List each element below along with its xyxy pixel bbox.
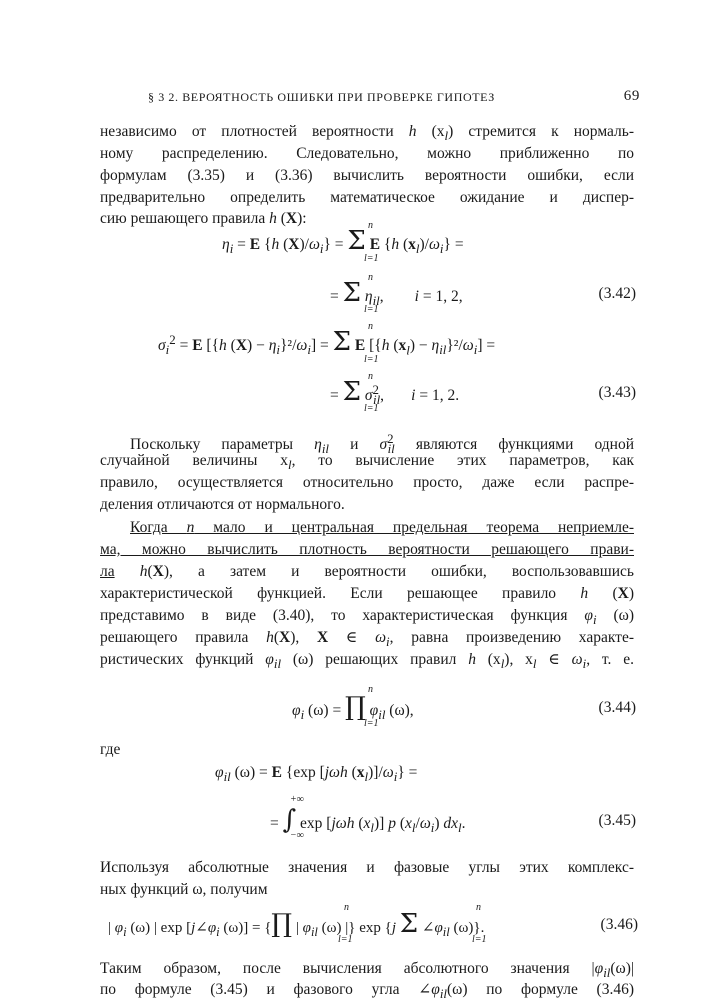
para2-line-1: Поскольку параметры $\eta_{il}$ и $\sigma^2_{il}$ являются функциями одной (130, 431, 635, 457)
running-title: § 3 2. ВЕРОЯТНОСТЬ ОШИБКИ ПРИ ПРОВЕРКЕ ГИПОТЕЗ (148, 90, 495, 104)
equation-number-3-43: (3.43) (598, 384, 636, 401)
para2-line-2: случайной величины $x_l$, то вычисление этих параметров, как (100, 452, 634, 473)
equation-3-44: $\varphi_i$ (ω) = ∏ $\varphi_{il}$ (ω), (292, 692, 414, 723)
equation-3-46: | $\varphi_i$ (ω) | $\exp [j\angle\varphi_i$ (ω)] = {∏ | $\varphi_{il}$ (ω) |} exp {j Σ $\angle\varphi_{il}$ (ω)}. (108, 909, 485, 939)
equation-number-3-44: (3.44) (598, 699, 636, 716)
para5-line-1: Таким образом, после вычисления абсолютного значения $|\varphi_{il}(\omega)|$ (100, 960, 634, 981)
para1-line-3: формулам (3.35) и (3.36) вычислить вероятности ошибки, если (100, 167, 634, 184)
para5-line-2: по формуле (3.45) и фазового угла $\angle\varphi_{il}(\omega)$ по формуле (3.46) (100, 981, 634, 1000)
para2-line-4: деления отличаются от нормального. (100, 496, 345, 513)
para1-line-5: сию решающего правила h (X): (100, 210, 307, 227)
equation-number-3-42: (3.42) (598, 285, 636, 302)
equation-3-43-line-2: = Σ $\sigma^2_{il}$, i = 1, 2. (330, 377, 460, 408)
where-word: где (100, 741, 121, 758)
para2-line-3: правило, осуществляется относительно просто, даже если распре- (100, 474, 634, 491)
para1-line-4: предварительно определить математическое ожидание и диспер- (100, 189, 634, 206)
para1-line-2: ному распределению. Следовательно, можно приближенно по (100, 145, 634, 162)
running-header (130, 88, 650, 108)
para3-line-4: характеристической функцией. Если решающее правило h (X) (100, 585, 635, 602)
equation-number-3-45: (3.45) (598, 812, 636, 829)
para3-line-2: ма, можно вычислить плотность вероятности решающего прави- (100, 541, 634, 558)
para4-line-1: Используя абсолютные значения и фазовые углы этих комплекс- (100, 859, 634, 876)
equation-3-42-line-2: = Σ $\eta_{il}$, i = 1, 2, (330, 278, 463, 309)
page-number: 69 (623, 88, 640, 104)
equation-3-42-line-1: $\eta_i = E$ {h $(X)/\omega_i\} = \Sigma$ E {h $(x_l)/\omega_i$} = (222, 226, 464, 257)
equation-3-45-line-1: $\varphi_{il}$ (ω) = E {exp [jωh $(x_l)]/\omega_i$} = (215, 764, 418, 785)
para3-line-6: решающего правила h(X), X ∈ $\omega_i$, равна произведению характе- (100, 629, 634, 650)
para4-line-2: ных функций ω, получим (100, 881, 268, 898)
para3-line-7: ристических функций $\varphi_{il}$ (ω) решающих правил h $(x_l)$, $x_l$ ∈ $\omega_i$, т. е. (100, 651, 634, 672)
para3-line-1: Когда n мало и центральная предельная теорема неприемле- (130, 519, 634, 536)
para3-line-3: ла h(X), а затем и вероятности ошибки, воспользовавшись (100, 563, 634, 580)
para3-line-5: представимо в виде (3.40), то характеристическая функция $\varphi_i$ (ω) (100, 607, 634, 628)
book-page: § 3 2. ВЕРОЯТНОСТЬ ОШИБКИ ПРИ ПРОВЕРКЕ ГИПОТЕЗ 69 независимо от плотностей вероятности h $(x_l)$ стремится к нормаль- ному распределению. Следовательно, можно приближенно по формулам (3.35) и (3.36) вычислить вероятности ошибки, если предварительно определить математическое ожидание и диспер- сию решающего правила h (X): $\eta_i = E$ {h $(X)/\omega_i\} = \Sigma$ E {h $(x_l)/\omega_i$} = n l=1 = Σ $\eta_{il}$, i = 1, 2, n l=1 (3.42) $\sigma_i^2 = E$ [{h $(X) - \eta_i\}^2/\omega_i] = \Sigma$ E [{h $(x_l) - \eta_{il}\}^2/\omega_i$] = n l=1 = Σ $\sigma^2_{il}$, i = 1, 2. n l=1 (3.43) Поскольку параметры $\eta_{il}$ и $\sigma^2_{il}$ являются функциями одной случайной величины $x_l$, то вычисление этих параметров, как правило, осуществляется относительно просто, даже если распре- деления отличаются от нормального. Когда n мало и центральная предельная теорема неприемле- ма, можно вычислить плотность вероятности решающего прави- ла h(X), а затем и вероятности ошибки, воспользовавшись характеристической функцией. Если решающее правило h (X) представимо в виде (3.40), то характеристическая функция $\varphi_i$ (ω) решающего правила h(X), X ∈ $\omega_i$, равна произведению характе- ристических функций $\varphi_{il}$ (ω) решающих правил h $(x_l)$, $x_l$ ∈ $\omega_i$, т. е. $\varphi_i$ (ω) = ∏ $\varphi_{il}$ (ω), n l=1 (3.44) где $\varphi_{il}$ (ω) = E {exp [jωh $(x_l)]/\omega_i$} = = ∫ exp [jωh $(x_l)$] p $(x_l/\omega_i)$ $dx_l$. +∞ −∞ (3.45) Используя абсолютные значения и фазовые углы этих комплекс- ных функций ω, получим | $\varphi_i$ (ω) | $\exp [j\angle\varphi_i$ (ω)] = {∏ | $\varphi_{il}$ (ω) |} exp {j Σ $\angle\varphi_{il}$ (ω)}. n l=1 n l=1 (3.46) Таким образом, после вычисления абсолютного значения $|\varphi_{il}(\omega)|$ по формуле (3.45) и фазового угла $\angle\varphi_{il}(\omega)$ по формуле (3.46) (0, 0, 702, 1000)
equation-3-45-line-2: = ∫ exp [jωh $(x_l)$] p $(x_l/\omega_i)$ $dx_l$. (270, 805, 466, 836)
para1-line-1: независимо от плотностей вероятности h $(x_l)$ стремится к нормаль- (100, 123, 634, 144)
equation-3-43-line-1: $\sigma_i^2 = E$ [{h $(X) - \eta_i\}^2/\omega_i] = \Sigma$ E [{h $(x_l) - \eta_{il}\}^2/\omega_i$] = (158, 327, 496, 358)
equation-number-3-46: (3.46) (600, 916, 638, 933)
